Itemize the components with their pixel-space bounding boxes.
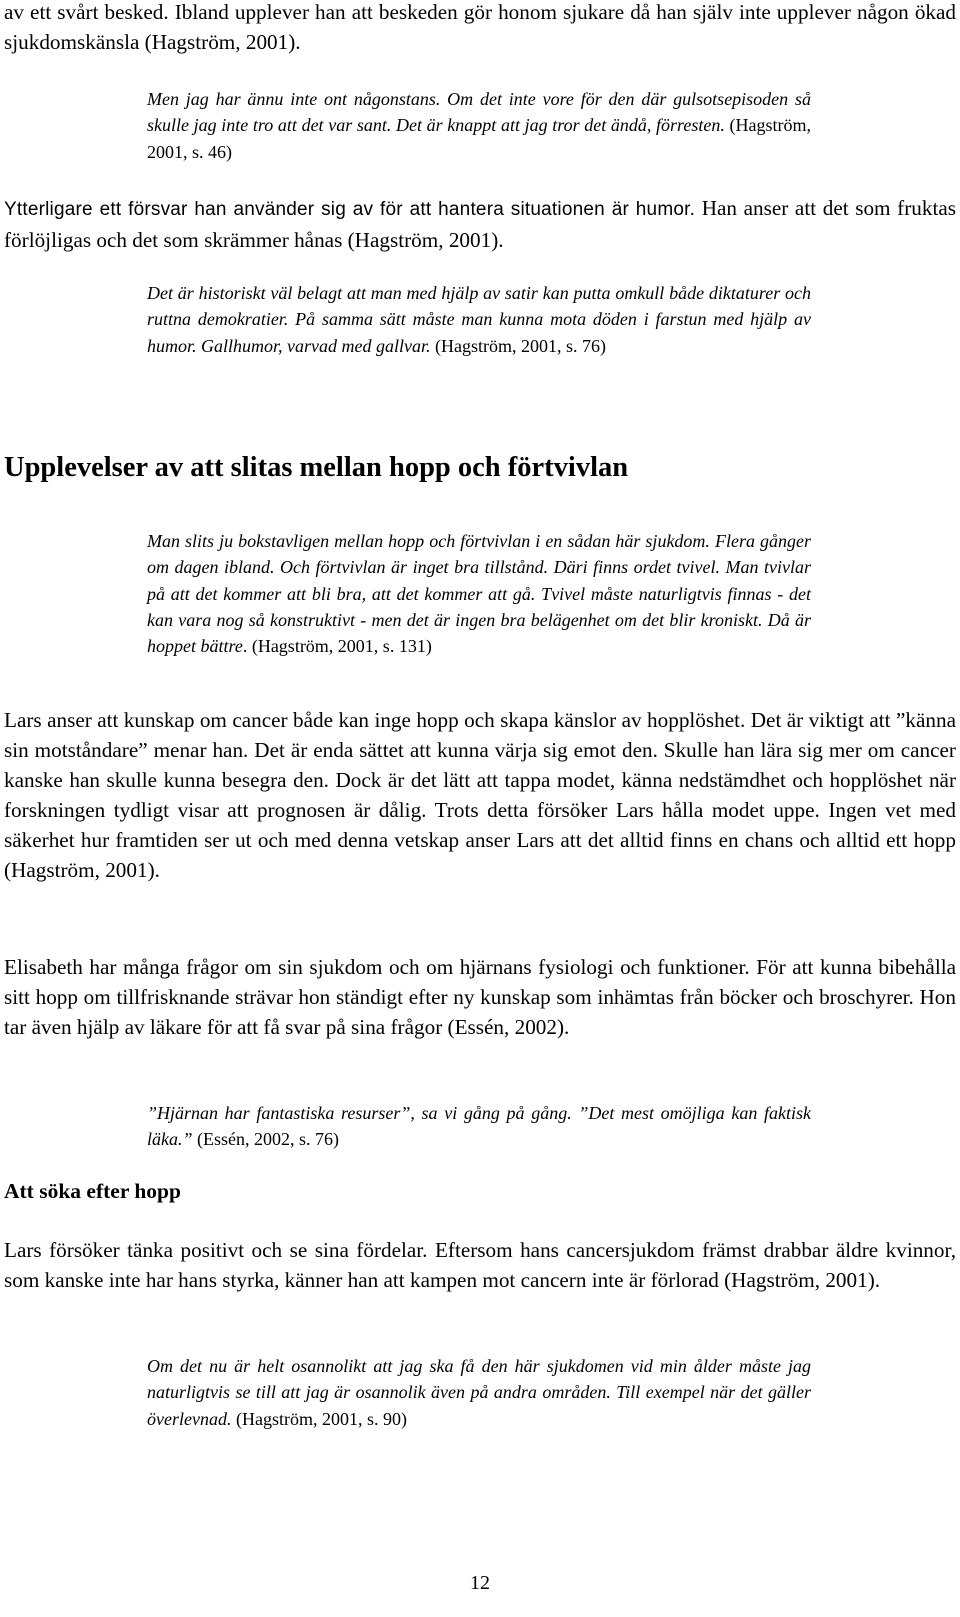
- block-quote-3: [147, 528, 811, 659]
- quote-text: ”Hjärnan har fantastiska resurser”, sa vi gång på gång. ”Det mest omöjliga kan faktisk läka.”: [147, 1103, 811, 1150]
- page-number: 12: [470, 1572, 490, 1594]
- quote-citation: (Hagström, 2001, s. 76): [430, 335, 606, 356]
- block-quote-2: [147, 280, 811, 359]
- block-quote-1: [147, 86, 811, 165]
- paragraph-humor-lead: Ytterligare ett försvar han använder sig av för att hantera situationen är humor.: [4, 199, 696, 220]
- quote-citation: (Hagström, 2001, s. 46): [147, 115, 811, 162]
- section-heading: Upplevelser av att slitas mellan hopp och förtvivlan: [4, 452, 629, 483]
- paragraph-lars-kunskap: Lars anser att kunskap om cancer både kan inge hopp och skapa känslor av hopplöshet. Det är viktigt att ”känna sin motståndare” menar han. Det är enda sättet att kunna värja sig emot den. Skulle han lära sig mer om cancer kanske han skulle kunna besegra den. Dock är det lätt att tappa modet, känna nedstämdhet och hopplöshet när forskningen tydligt visar att prognosen är dålig. Trots detta försöker Lars hålla modet uppe. Ingen vet med säkerhet hur framtiden ser ut och med denna vetskap anser Lars att det alltid finns en chans och alltid ett hopp (Hagström, 2001).: [4, 708, 956, 882]
- quote-text: Man slits ju bokstavligen mellan hopp och förtvivlan i en sådan här sjukdom. Flera gånger om dagen ibland. Och förtvivlan är inget bra tillstånd. Däri finns ordet tvivel. Man tvivlar på att det kommer att bli bra, att det kommer att gå. Tvivel måste naturligtvis finnas - det kan vara nog så konstruktivt - men det är ingen bra belägenhet om det blir kroniskt. Då är hoppet bättre: [147, 531, 811, 657]
- paragraph-positivt: Lars försöker tänka positivt och se sina fördelar. Eftersom hans cancersjukdom främst drabbar äldre kvinnor, som kanske inte har hans styrka, känner han att kampen mot cancern inte är förlorad (Hagström, 2001).: [4, 1238, 956, 1292]
- quote-text: Men jag har ännu inte ont någonstans. Om det inte vore för den där gulsotsepisoden så skulle jag inte tro att det var sant. Det är knappt att jag tror det ändå, förresten.: [147, 89, 811, 136]
- paragraph-humor-rest: Han anser att det som fruktas förlöjligas och det som skrämmer hånas (Hagström, 2001).: [4, 196, 956, 252]
- quote-text: Om det nu är helt osannolikt att jag ska få den här sjukdomen vid min ålder måste jag naturligtvis se till att jag är osannolik även på andra områden. Till exempel när det gäller överlevnad.: [147, 1356, 811, 1429]
- paragraph-humor: [4, 193, 956, 255]
- subsection-heading: Att söka efter hopp: [4, 1179, 181, 1203]
- quote-text: Det är historiskt väl belagt att man med hjälp av satir kan putta omkull både diktaturer och ruttna demokratier. På samma sätt måste man kunna mota döden i farstun med hjälp av humor. Gallhumor, varvad med gallvar.: [147, 283, 811, 356]
- quote-citation: (Hagström, 2001, s. 90): [231, 1408, 407, 1429]
- paragraph-elisabeth: Elisabeth har många frågor om sin sjukdom och om hjärnans fysiologi och funktioner. För att kunna bibehålla sitt hopp om tillfrisknande strävar hon ständigt efter ny kunskap som inhämtas från böcker och broschyrer. Hon tar även hjälp av läkare för att få svar på sina frågor (Essén, 2002).: [4, 955, 956, 1039]
- block-quote-4: [147, 1100, 811, 1153]
- block-quote-5: [147, 1353, 811, 1432]
- quote-citation: . (Hagström, 2001, s. 131): [242, 636, 432, 657]
- quote-citation: (Essén, 2002, s. 76): [192, 1129, 340, 1150]
- paragraph-intro: av ett svårt besked. Ibland upplever han att beskeden gör honom sjukare då han själv inte upplever någon ökad sjukdomskänsla (Hagström, 2001).: [4, 0, 956, 54]
